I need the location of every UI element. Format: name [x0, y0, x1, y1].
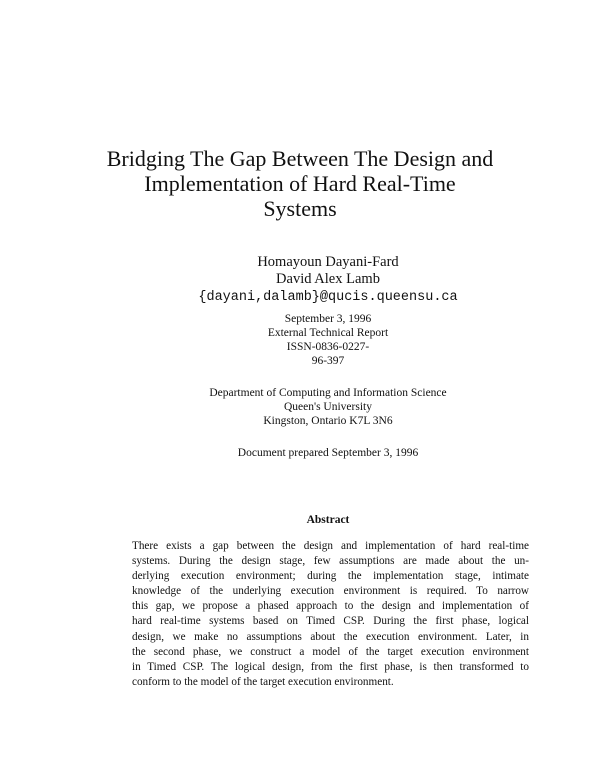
abstract-line: design, we make no assumptions about the execution environment. Later, in	[132, 630, 529, 643]
title-line: Implementation of Hard Real-Time	[144, 171, 456, 196]
title-line: Systems	[263, 196, 337, 221]
university-name: Queen's University	[284, 401, 372, 413]
author-name: Homayoun Dayani-Fard	[257, 254, 399, 270]
affiliation	[0, 386, 600, 428]
abstract-line: systems. During the design stage, few assumptions are made about the un-	[132, 555, 529, 568]
abstract-body	[132, 539, 529, 690]
abstract-line: knowledge of the underlying execution environment is required. To narrow	[132, 585, 529, 598]
author-block	[0, 254, 600, 308]
abstract-line: this gap, we propose a phased approach to the design and implementation of	[132, 600, 529, 613]
abstract-line: in Timed CSP. The logical design, from the first phase, is then transformed to	[132, 660, 529, 673]
title-line: Bridging The Gap Between The Design and	[106, 146, 494, 171]
author-email: {dayani,dalamb}@qucis.queensu.ca	[198, 290, 458, 305]
paper-title	[0, 146, 600, 221]
report-info	[0, 312, 600, 368]
issn-number: ISSN-0836-0227-	[286, 341, 370, 353]
report-date: September 3, 1996	[284, 313, 372, 325]
report-number: 96-397	[311, 355, 345, 367]
abstract-line: hard real-time systems based on Timed CSP. During the first phase, logical	[132, 615, 529, 628]
author-name: David Alex Lamb	[276, 271, 380, 287]
department-name: Department of Computing and Information Science	[209, 387, 447, 399]
abstract-line: There exists a gap between the design and implementation of hard real-time	[132, 540, 529, 552]
abstract-line: the second phase, we construct a model of the target execution environment	[132, 645, 529, 658]
abstract-line: conform to the model of the target execution environment.	[132, 675, 394, 688]
university-location: Kingston, Ontario K7L 3N6	[263, 415, 393, 427]
abstract-heading: Abstract	[306, 514, 350, 526]
prepared-date: Document prepared September 3, 1996	[237, 447, 419, 459]
abstract-line: derlying execution environment; during the implementation stage, intimate	[132, 570, 529, 583]
report-type: External Technical Report	[267, 327, 389, 339]
